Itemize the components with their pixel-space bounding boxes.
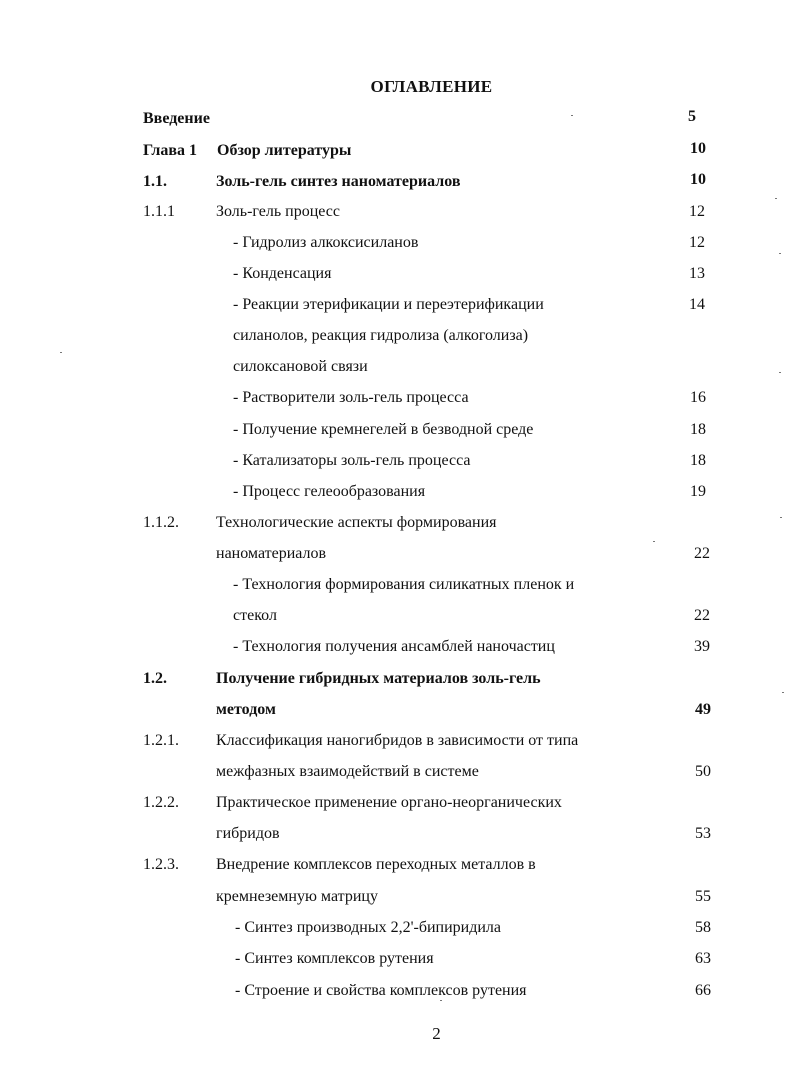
toc-entry-number: 1.1.2. — [143, 514, 179, 531]
scan-speck — [571, 115, 573, 116]
scan-speck — [782, 692, 784, 693]
toc-entry-text: - Конденсация — [233, 265, 332, 282]
toc-entry-text: Золь-гель синтез наноматериалов — [216, 173, 461, 190]
toc-entry-page: 55 — [695, 888, 711, 905]
toc-entry-text-line: методом — [216, 701, 276, 718]
toc-entry-page: 10 — [690, 171, 706, 188]
toc-entry-text-line: наноматериалов — [216, 545, 327, 562]
toc-entry-text-line: межфазных взаимодействий в системе — [216, 763, 479, 780]
toc-entry-number: 1.2. — [143, 670, 167, 687]
toc-entry-text-line: - Реакции этерификации и переэтерификации — [233, 296, 544, 313]
scan-speck — [775, 198, 777, 199]
toc-entry-page: 12 — [689, 203, 705, 220]
toc-entry-number: 1.2.1. — [143, 732, 179, 749]
scan-speck — [653, 541, 655, 542]
toc-entry-page: 10 — [690, 140, 706, 157]
toc-entry-page: 22 — [694, 545, 710, 562]
page-number: 2 — [432, 1024, 441, 1043]
toc-entry-page: 50 — [695, 763, 711, 780]
scan-speck — [779, 253, 781, 254]
toc-entry-page: 39 — [694, 638, 710, 655]
toc-entry-text-line: кремнеземную матрицу — [216, 888, 378, 905]
toc-entry-text: Золь-гель процесс — [216, 203, 340, 220]
scan-speck — [60, 352, 62, 353]
toc-entry-number: 1.1. — [143, 173, 167, 190]
toc-entry-text-line: силоксановой связи — [233, 358, 368, 375]
toc-entry-text: - Синтез комплексов рутения — [235, 950, 434, 967]
scan-speck — [440, 1000, 442, 1001]
toc-entry-text: - Синтез производных 2,2'-бипиридила — [235, 919, 502, 936]
toc-entry-page: 14 — [689, 296, 705, 313]
toc-entry-text: - Растворители золь-гель процесса — [233, 389, 469, 406]
toc-entry-number: 1.2.2. — [143, 794, 179, 811]
toc-entry-text: - Катализаторы золь-гель процесса — [233, 452, 471, 469]
scan-speck — [779, 372, 781, 373]
toc-entry-text: - Технология получения ансамблей наночастиц — [233, 638, 555, 655]
toc-entry-page: 12 — [689, 234, 705, 251]
toc-entry-text-line: стекол — [233, 607, 277, 624]
toc-entry-text-line: Внедрение комплексов переходных металлов в — [216, 856, 536, 873]
toc-entry-page: 18 — [690, 421, 706, 438]
toc-entry-number: Глава 1 — [143, 142, 197, 159]
toc-entry-text: - Строение и свойства комплексов рутения — [235, 982, 527, 999]
toc-entry-text: - Гидролиз алкоксисиланов — [233, 234, 419, 251]
toc-entry-text: Обзор литературы — [217, 142, 352, 159]
toc-entry-text-line: силанолов, реакция гидролиза (алкоголиза) — [233, 327, 529, 344]
toc-entry-page: 22 — [694, 607, 710, 624]
toc-entry-text: - Процесс гелеообразования — [233, 483, 426, 500]
toc-entry-text-line: Классификация наногибридов в зависимости от типа — [216, 732, 579, 749]
toc-entry-page: 49 — [695, 701, 711, 718]
toc-entry-page: 16 — [690, 389, 706, 406]
toc-entry-text-line: - Технология формирования силикатных пленок и — [233, 576, 575, 593]
toc-entry-page: 13 — [689, 265, 705, 282]
toc-entry-page: 66 — [695, 982, 711, 999]
toc-entry-text-line: Получение гибридных материалов золь-гель — [216, 670, 541, 687]
toc-entry-page: 5 — [688, 108, 696, 125]
toc-entry-text-line: Технологические аспекты формирования — [216, 514, 497, 531]
toc-entry-page: 58 — [695, 919, 711, 936]
page-title: ОГЛАВЛЕНИЕ — [370, 77, 493, 96]
toc-entry-page: 63 — [695, 950, 711, 967]
toc-entry-number: 1.1.1 — [143, 203, 175, 220]
toc-entry-text-line: гибридов — [216, 825, 280, 842]
toc-entry-text: Введение — [143, 110, 210, 127]
toc-entry-text: - Получение кремнегелей в безводной среде — [233, 421, 534, 438]
toc-entry-text-line: Практическое применение органо-неорганических — [216, 794, 562, 811]
toc-entry-page: 53 — [695, 825, 711, 842]
toc-entry-number: 1.2.3. — [143, 856, 179, 873]
toc-entry-page: 18 — [690, 452, 706, 469]
scan-speck — [780, 517, 782, 518]
toc-entry-page: 19 — [690, 483, 706, 500]
